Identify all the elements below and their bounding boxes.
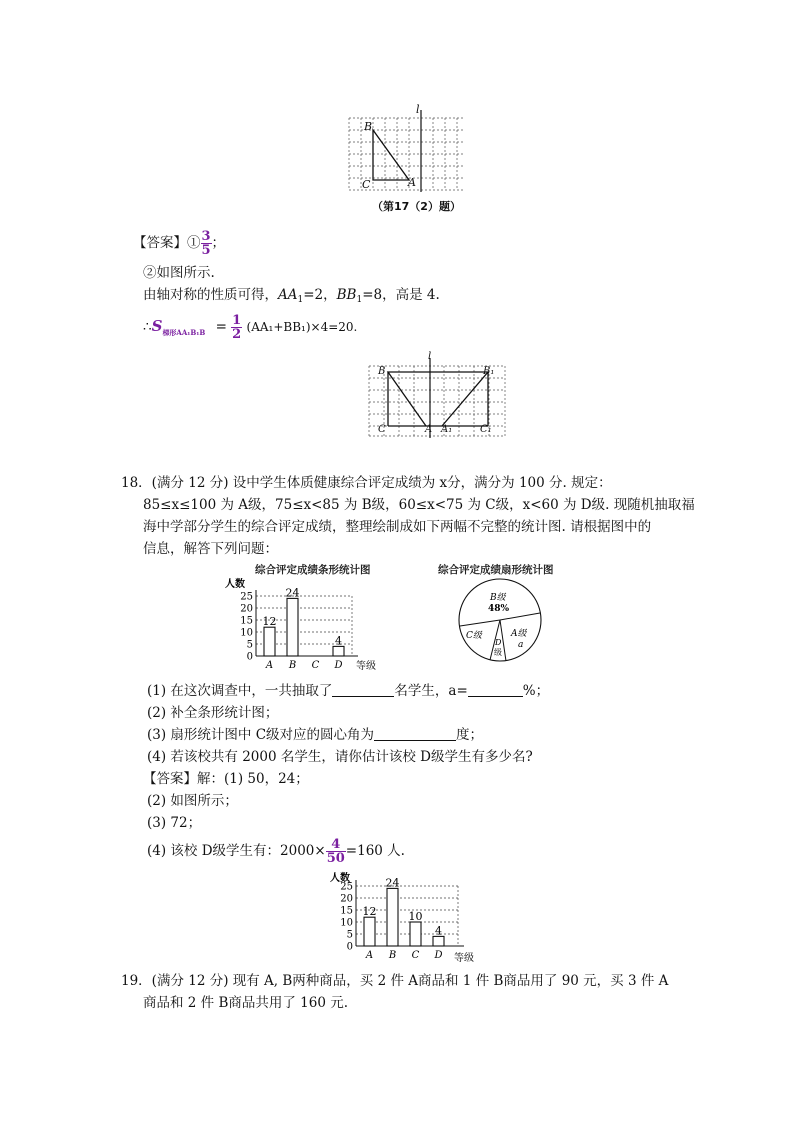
y-tick-label: 5 <box>246 639 253 651</box>
q18-line2: 85≤x≤100 为 A级，75≤x<85 为 B级，60≤x<75 为 C级，x<60 为 D级. 现随机抽取福 <box>143 497 695 513</box>
fig17b-label-b1: B₁ <box>483 366 495 377</box>
fig17b-label-l: l <box>428 351 432 362</box>
value-label: 24 <box>285 586 300 600</box>
answer17-line2: ②如图所示. <box>143 265 215 281</box>
fraction-4-50: $\frac{4}{50}$ <box>326 837 345 866</box>
fig17-label-b: B <box>364 120 373 133</box>
fig17b-label-a: A <box>425 424 433 435</box>
y-tick-label: 20 <box>340 893 353 905</box>
category-label: D <box>334 660 343 671</box>
y-tick-label: 10 <box>340 917 353 929</box>
y-tick-label: 25 <box>240 591 253 603</box>
value-label: 10 <box>408 910 423 923</box>
q18-sub1: (1) 在这次调查中，一共抽取了 名学生，a= %； <box>147 683 550 699</box>
category-label: B <box>388 950 397 961</box>
bar-B <box>387 888 398 946</box>
y-tick-label: 0 <box>246 651 253 663</box>
q18-line4: 信息，解答下列问题： <box>143 541 278 557</box>
bar-A <box>364 917 375 946</box>
fig17-label-l: l <box>416 103 420 116</box>
answer17-line4: $\therefore S_{梯形AA_1B_1B}$ = $\frac{1}{2}$ (AA₁+BB₁)×4=20. <box>143 313 358 342</box>
pie-label-b: B级 <box>490 593 506 603</box>
y-tick-label: 15 <box>340 905 353 917</box>
bar-chart <box>222 576 392 672</box>
fig17-label-a: A <box>408 176 416 189</box>
q19-line1: 19．(满分 12 分) 现有 A, B两种商品，买 2 件 A商品和 1 件 B商品用了 90 元，买 3 件 A <box>121 973 669 989</box>
fig17b-label-c: C <box>378 424 386 435</box>
category-labels <box>365 950 443 961</box>
answer17-line1: 【答案】① $\frac{3}{5}$ ； <box>133 229 226 258</box>
fig17b-label-a1: A₁ <box>441 424 453 435</box>
x-axis-label: 等级 <box>454 953 474 964</box>
fraction-3-5: $\frac{3}{5}$ <box>201 229 211 258</box>
pie-label-d: D <box>495 638 502 647</box>
category-label: D <box>434 950 443 961</box>
fig17-caption: （第17（2）题） <box>372 200 461 213</box>
pie-label-c: C级 <box>466 631 482 641</box>
bar-D <box>333 646 344 656</box>
y-axis-label: 人数 <box>225 579 245 590</box>
pie-label-a: A级 <box>511 629 527 639</box>
y-tick-label: 20 <box>240 603 253 615</box>
q18-sub2: (2) 补全条形统计图； <box>147 705 279 721</box>
pie-label-b-pct: 48% <box>488 604 510 614</box>
bar-D <box>433 936 444 946</box>
category-label: A <box>365 950 374 961</box>
answer-blank <box>332 683 394 697</box>
q18-sub4: (4) 若该校共有 2000 名学生，请你估计该校 D级学生有多少名? <box>147 749 533 765</box>
q19-line2: 商品和 2 件 B商品共用了 160 元. <box>143 995 349 1011</box>
pie-label-a-val: a <box>518 640 524 650</box>
y-tick-label: 15 <box>240 615 253 627</box>
bar-chart-title: 综合评定成绩条形统计图 <box>255 564 371 576</box>
fig17b-label-b: B <box>378 366 386 377</box>
fraction-1-2: $\frac{1}{2}$ <box>232 313 242 342</box>
answer-bar-chart <box>318 870 488 966</box>
value-label: 12 <box>362 905 377 919</box>
q18-line3: 海中学部分学生的综合评定成绩，整理绘制成如下两幅不完整的统计图. 请根据图中的 <box>143 519 652 535</box>
tick-labels <box>240 592 253 663</box>
trapezoid <box>388 372 488 426</box>
pie-chart <box>456 576 544 664</box>
y-tick-label: 25 <box>340 881 353 893</box>
value-label: 4 <box>435 924 442 938</box>
answer17-line3: 由轴对称的性质可得，$AA_1=2$，$BB_1=8$，高是 4. <box>143 287 440 305</box>
q18-answer-3: (3) 72； <box>147 815 202 831</box>
value-label: 12 <box>262 615 277 629</box>
y-axis-label: 人数 <box>330 873 350 884</box>
category-labels <box>265 660 343 671</box>
pie-chart-title: 综合评定成绩扇形统计图 <box>438 564 554 576</box>
q18-answer-4: (4) 该校 D级学生有：2000× $\frac{4}{50}$ =160 人. <box>147 837 405 866</box>
y-tick-label: 0 <box>346 941 353 953</box>
pie-label-d2: 级 <box>494 648 502 657</box>
value-label: 24 <box>385 876 400 890</box>
q18-line1: 18．(满分 12 分) 设中学生体质健康综合评定成绩为 x分，满分为 100 分. 规定： <box>121 475 612 491</box>
x-axis-label: 等级 <box>356 661 376 672</box>
q18-answer-tag: 【答案】解：(1) 50，24； <box>143 771 309 787</box>
answer-blank <box>374 727 456 741</box>
category-label: C <box>411 950 420 961</box>
triangle-abc <box>373 130 409 180</box>
answer-blank <box>468 683 523 697</box>
bar-C <box>410 922 421 946</box>
y-tick-label: 5 <box>346 929 353 941</box>
bar-A <box>264 627 275 656</box>
tick-labels <box>340 882 353 953</box>
bar-B <box>287 598 298 656</box>
category-label: A <box>265 660 274 671</box>
fig17b-label-c1: C₁ <box>480 424 492 435</box>
y-tick-label: 10 <box>240 627 253 639</box>
q18-answer-2: (2) 如图所示； <box>147 793 238 809</box>
q18-sub3: (3) 扇形统计图中 C级对应的圆心角为 度； <box>147 727 484 743</box>
category-label: B <box>288 660 297 671</box>
fig17-label-c: C <box>362 178 371 191</box>
category-label: C <box>311 660 320 671</box>
value-label: 4 <box>335 634 342 648</box>
